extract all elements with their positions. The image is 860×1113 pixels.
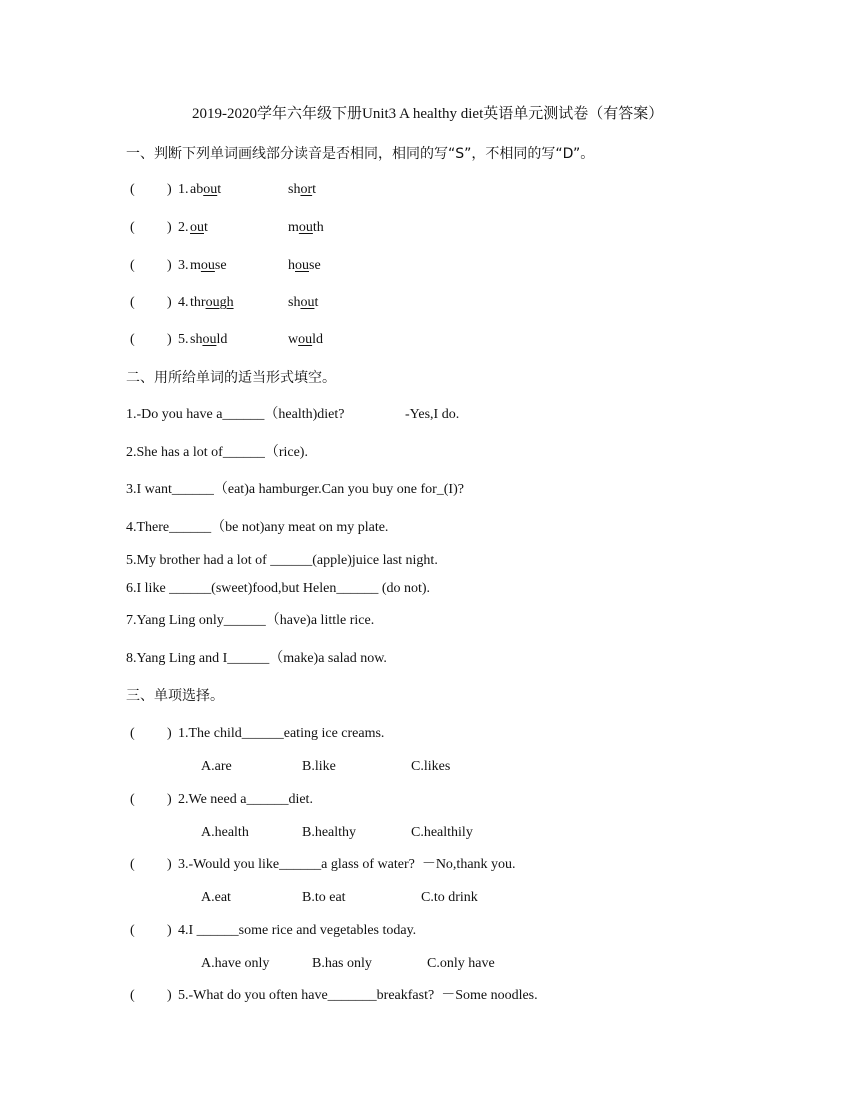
choice-question: 1.The child______eating ice creams. — [178, 726, 385, 741]
choice-question: 4.I ______some rice and vegetables today. — [178, 923, 417, 938]
answer-paren-close: ) — [167, 792, 172, 807]
fill-item: 3.I want______（eat)a hamburger.Can you buy one for_(I)? — [126, 482, 464, 497]
word-part: ld — [216, 332, 228, 347]
choice-option: C.healthily — [411, 825, 473, 840]
section-3-heading: 三、单项选择。 — [126, 688, 224, 704]
word-part: se — [309, 258, 321, 273]
underlined-letters: ough — [205, 295, 234, 310]
choice-option: C.only have — [427, 956, 495, 971]
word-part: t — [312, 182, 317, 197]
document-title: 2019-2020学年六年级下册Unit3 A healthy diet英语单元测试卷（有答案） — [192, 106, 664, 122]
section-1-heading: 一、判断下列单词画线部分读音是否相同，相同的写“S”，不相同的写“D”。 — [126, 146, 595, 162]
word-2 — [288, 219, 324, 237]
answer-paren-open: ( — [130, 988, 135, 1003]
choice-option: C.likes — [411, 759, 451, 774]
answer-paren-open: ( — [130, 182, 135, 197]
choice-option: B.to eat — [302, 890, 346, 905]
word-1 — [190, 257, 227, 275]
choice-option: B.has only — [312, 956, 372, 971]
choice-question: 3.-Would you like______a glass of water? －No,thank you. — [178, 857, 516, 872]
word-1 — [190, 331, 227, 349]
underlined-letters: ou — [190, 220, 204, 235]
word-part: sh — [190, 332, 203, 347]
fill-item-answer: -Yes,I do. — [405, 407, 460, 422]
answer-paren-close: ) — [167, 220, 172, 235]
choice-option: B.like — [302, 759, 336, 774]
word-1 — [190, 219, 208, 237]
word-part: m — [288, 220, 299, 235]
fill-item: 4.There______（be not)any meat on my plate. — [126, 520, 389, 535]
answer-paren-open: ( — [130, 792, 135, 807]
word-part: se — [214, 258, 227, 273]
word-2 — [288, 181, 316, 199]
choice-option: A.are — [201, 759, 232, 774]
answer-paren-close: ) — [167, 295, 172, 310]
answer-paren-close: ) — [167, 923, 172, 938]
underlined-letters: ou — [295, 258, 309, 273]
underlined-letters: ou — [298, 332, 313, 347]
answer-paren-open: ( — [130, 923, 135, 938]
word-1 — [190, 294, 234, 312]
answer-paren-open: ( — [130, 258, 135, 273]
fill-item: 7.Yang Ling only______（have)a little rice. — [126, 613, 375, 628]
answer-paren-open: ( — [130, 220, 135, 235]
fill-item: 1.-Do you have a______（health)diet? — [126, 407, 345, 422]
fill-item: 2.She has a lot of______（rice). — [126, 445, 308, 460]
choice-question: 2.We need a______diet. — [178, 792, 313, 807]
word-part: t — [314, 295, 319, 310]
word-part: ab — [190, 182, 204, 197]
word-part: sh — [288, 295, 301, 310]
word-part: th — [312, 220, 324, 235]
answer-paren-open: ( — [130, 857, 135, 872]
underlined-letters: ou — [200, 258, 215, 273]
word-part: t — [204, 220, 208, 235]
item-number: 5. — [178, 332, 189, 347]
section-2-heading: 二、用所给单词的适当形式填空。 — [126, 370, 336, 386]
word-part: h — [288, 258, 295, 273]
word-part: thr — [190, 295, 206, 310]
answer-paren-close: ) — [167, 988, 172, 1003]
underlined-letters: ou — [300, 295, 315, 310]
item-number: 3. — [178, 258, 189, 273]
answer-paren-close: ) — [167, 332, 172, 347]
word-1 — [190, 181, 221, 199]
fill-item: 5.My brother had a lot of ______(apple)juice last night. — [126, 553, 438, 568]
choice-option: A.have only — [201, 956, 270, 971]
answer-paren-close: ) — [167, 857, 172, 872]
word-part: w — [288, 332, 299, 347]
fill-item: 8.Yang Ling and I______（make)a salad now. — [126, 651, 387, 666]
choice-option: B.healthy — [302, 825, 357, 840]
answer-paren-close: ) — [167, 726, 172, 741]
word-part: m — [190, 258, 201, 273]
word-2 — [288, 331, 323, 349]
underlined-letters: ou — [203, 182, 218, 197]
underlined-letters: ou — [298, 220, 313, 235]
answer-paren-close: ) — [167, 182, 172, 197]
word-2 — [288, 257, 321, 275]
answer-paren-open: ( — [130, 332, 135, 347]
item-number: 1. — [178, 182, 189, 197]
choice-option: A.eat — [201, 890, 231, 905]
underlined-letters: or — [300, 182, 313, 197]
item-number: 2. — [178, 220, 189, 235]
word-part: t — [217, 182, 222, 197]
answer-paren-open: ( — [130, 726, 135, 741]
answer-paren-open: ( — [130, 295, 135, 310]
word-part: sh — [288, 182, 301, 197]
underlined-letters: ou — [202, 332, 217, 347]
fill-item: 6.I like ______(sweet)food,but Helen______ (do not). — [126, 581, 431, 596]
choice-question: 5.-What do you often have_______breakfast? －Some noodles. — [178, 988, 538, 1003]
choice-option: A.health — [201, 825, 249, 840]
answer-paren-close: ) — [167, 258, 172, 273]
choice-option: C.to drink — [421, 890, 478, 905]
word-part: ld — [312, 332, 324, 347]
item-number: 4. — [178, 295, 189, 310]
word-2 — [288, 294, 318, 312]
